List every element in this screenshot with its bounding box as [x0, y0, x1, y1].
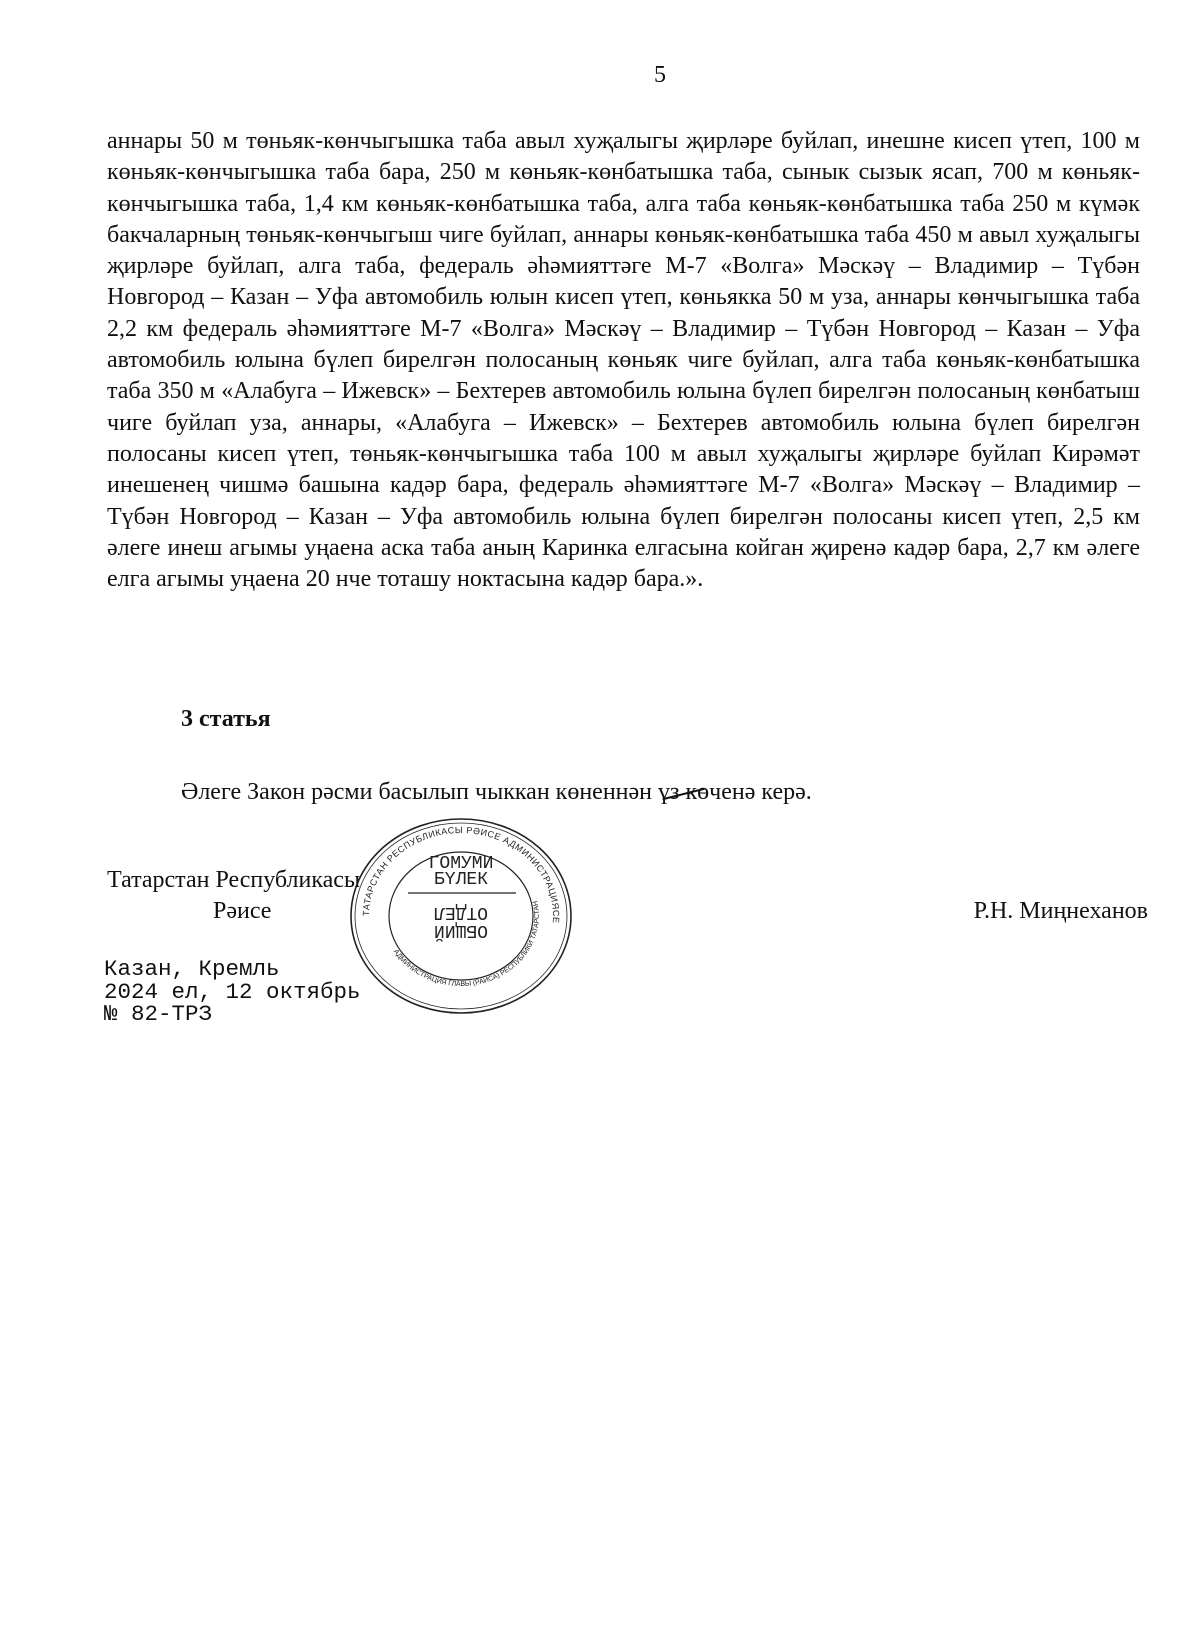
page-number: 5	[654, 62, 666, 88]
article-text-end: ченә керә.	[709, 779, 812, 805]
law-number: № 82-ТРЗ	[104, 1001, 213, 1027]
stamp-line1: ГОМУМИ	[428, 854, 494, 874]
body-paragraph: аннары 50 м төньяк-көнчыгышка таба авыл хуҗалыгы җирләре буйлап, инешне кисеп үтеп, 100 м көньяк-көнчыгышка таба бара, 250 м көньяк-көнбатышка таба, сынык сызык ясап, 700 м көньяк-көнчыгышка таба, 1,4 км көньяк-көнбатышка таба, алга таба көньяк-көнбатышка таба 250 м күмәк бакчаларның төньяк-көнчыгыш чиге буйлап, аннары көньяк-көнбатышка таба 450 м авыл хуҗалыгы җирләре буйлап, алга таба, федераль әһәмияттәге М-7 «Волга» Мәскәү – Владимир – Түбән Новгород – Казан – Уфа автомобиль юлын кисеп үтеп, көньякка 50 м уза, аннары көнчыгышка таба 2,2 км федераль әһәмияттәге М-7 «Волга» Мәскәү – Владимир – Түбән Новгород – Казан – Уфа автомобиль юлына бүлеп бирелгән полосаның көньяк чиге буйлап, алга таба көньяк-көнбатышка таба 350 м «Алабуга – Ижевск» – Бехтерев автомобиль юлына бүлеп бирелгән полосаның көнбатыш чиге буйлап уза, аннары, «Алабуга – Ижевск» – Бехтерев автомобиль юлына бүлеп бирелгән полосаны кисеп үтеп, төньяк-көнчыгышка таба 100 м авыл хуҗалыгы җирләре буйлап Кирәмәт инешенең чишмә башына кадәр бара, федераль әһәмияттәге М-7 «Волга» Мәскәү – Владимир – Түбән Новгород – Казан – Уфа автомобиль юлына бүлеп бирелгән полосаны кисеп үтеп, 2,5 км әлеге инеш агымы уңаена аска таба аның Каринка елгасына койган җиренә кадәр бара, 2,7 км әлеге елга агымы уңаена 20 нче тоташу ноктасына кадәр бара.».	[107, 128, 1140, 593]
place-date-block	[104, 958, 361, 1026]
stamp-inner-text: АДМИНИСТРАЦИЯ ГЛАВЫ (РАИСА) РЕСПУБЛИКИ ТАТАРСТАН	[391, 900, 542, 989]
article-text	[181, 779, 812, 806]
stamp-outer-text: ТАТАРСТАН РЕСПУБЛИКАСЫ РӘИСЕ АДМИНИСТРАЦИЯСЕ	[360, 824, 562, 924]
article-heading: 3 статья	[181, 706, 271, 732]
place-city: Казан, Кремль	[104, 956, 280, 982]
stamp-line4: ОТДЕЛ	[433, 902, 489, 922]
stamp-line2: БҮЛЕК	[433, 870, 489, 890]
article-text-start: Әлеге Закон рәсми басылып чыккан көненнән	[181, 779, 659, 805]
stamp-line3: ОБЩИЙ	[433, 920, 489, 940]
place-date: 2024 ел, 12 октябрь	[104, 978, 361, 1005]
signer-title-line1: Татарстан Республикасы	[107, 867, 361, 893]
struck-correction: үз кө	[658, 779, 710, 805]
official-stamp	[346, 816, 576, 1016]
signer-name: Р.Н. Миңнеханов	[973, 898, 1148, 924]
signer-title-line2: Рәисе	[213, 898, 272, 924]
